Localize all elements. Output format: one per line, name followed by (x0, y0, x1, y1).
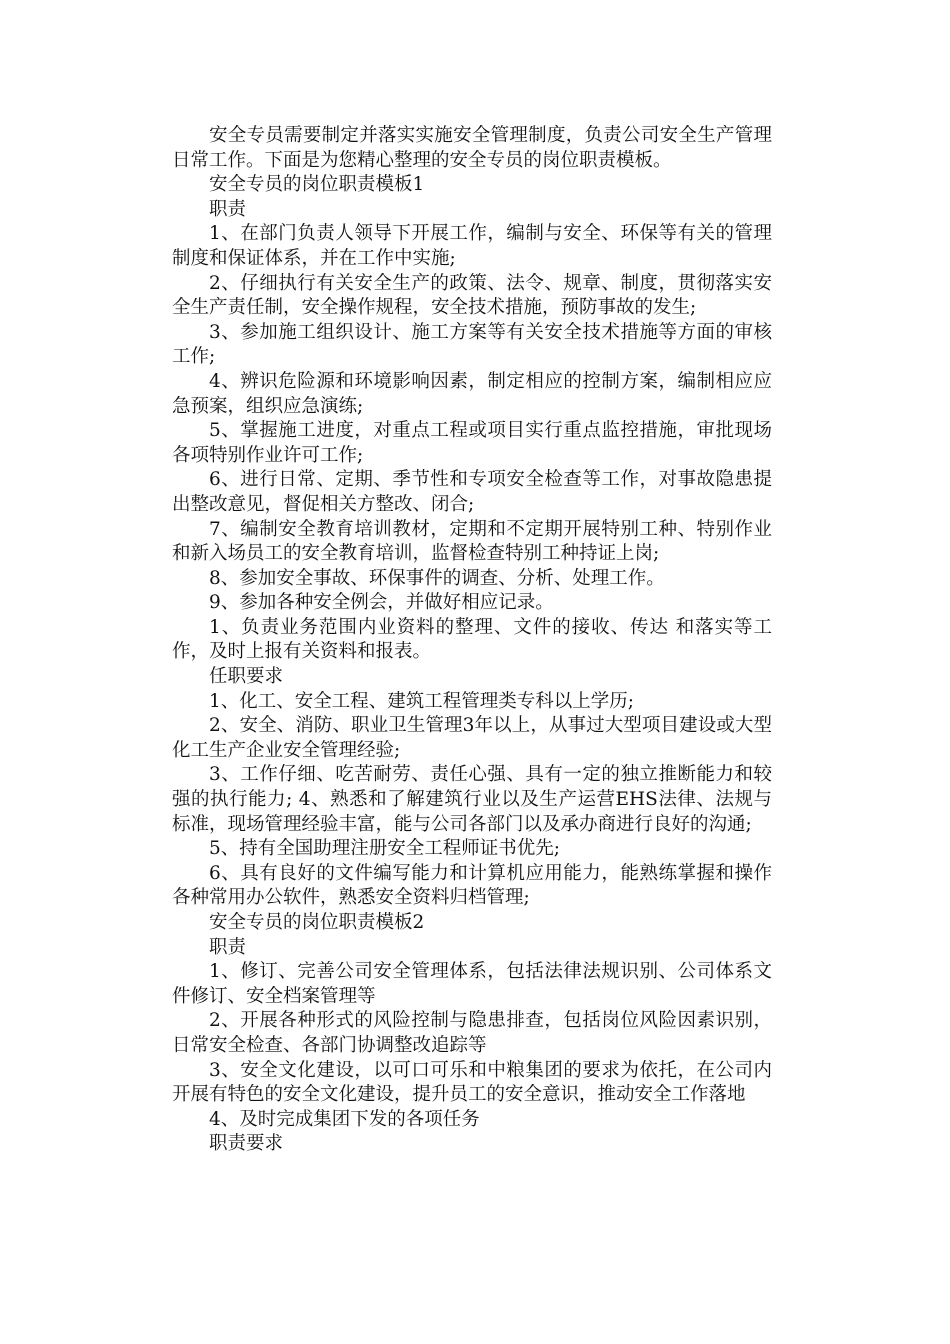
section-heading: 安全专员的岗位职责模板1 (209, 174, 425, 196)
subsection-heading: 职责 (209, 198, 247, 220)
list-item: 5、持有全国助理注册安全工程师证书优先; (209, 838, 561, 860)
list-item: 6、具有良好的文件编写能力和计算机应用能力，能熟练掌握和操作各种常用办公软件，熟悉安全资料归档管理; (172, 862, 772, 909)
list-item: 2、开展各种形式的风险控制与隐患排查，包括岗位风险因素识别，日常安全检查、各部门协调整改追踪等 (172, 1010, 772, 1056)
list-item: 6、进行日常、定期、季节性和专项安全检查等工作，对事故隐患提出整改意见，督促相关方整改、闭合; (172, 469, 772, 515)
list-item: 3、工作仔细、吃苦耐劳、责任心强、具有一定的独立推断能力和较强的执行能力; 4、熟悉和了解建筑行业以及生产运营EHS法律、法规与标准，现场管理经验丰富，能与公司各部门以及承办商进行良好的沟通; (172, 764, 772, 835)
list-item: 1、化工、安全工程、建筑工程管理类专科以上学历; (209, 690, 635, 712)
intro-paragraph: 安全专员需要制定并落实实施安全管理制度，负责公司安全生产管理日常工作。下面是为您精心整理的安全专员的岗位职责模板。 (172, 125, 772, 171)
subsection-heading: 职责要求 (209, 1133, 284, 1155)
list-item: 3、安全文化建设，以可口可乐和中粮集团的要求为依托，在公司内开展有特色的安全文化建设，提升员工的安全意识，推动安全工作落地 (172, 1059, 772, 1106)
document-body (172, 124, 772, 1157)
list-item: 2、仔细执行有关安全生产的政策、法令、规章、制度，贯彻落实安全生产责任制，安全操作规程，安全技术措施，预防事故的发生; (172, 272, 772, 319)
list-item: 9、参加各种安全例会，并做好相应记录。 (209, 592, 554, 614)
list-item: 2、安全、消防、职业卫生管理3年以上，从事过大型项目建设或大型化工生产企业安全管理经验; (172, 715, 772, 761)
list-item: 5、掌握施工进度，对重点工程或项目实行重点监控措施，审批现场各项特别作业许可工作; (172, 420, 772, 466)
list-item: 4、及时完成集团下发的各项任务 (209, 1108, 480, 1130)
section-heading: 安全专员的岗位职责模板2 (209, 912, 425, 933)
list-item: 3、参加施工组织设计、施工方案等有关安全技术措施等方面的审核工作; (172, 321, 772, 368)
subsection-heading: 职责 (209, 936, 247, 958)
list-item: 1、负责业务范围内业资料的整理、文件的接收、传达 和落实等工作，及时上报有关资料和报表。 (172, 616, 772, 663)
list-item: 4、辨识危险源和环境影响因素，制定相应的控制方案，编制相应应急预案，组织应急演练; (172, 370, 772, 417)
list-item: 1、修订、完善公司安全管理体系，包括法律法规识别、公司体系文件修订、安全档案管理等 (172, 961, 772, 1007)
list-item: 8、参加安全事故、环保事件的调查、分析、处理工作。 (209, 567, 665, 589)
list-item: 7、编制安全教育培训教材，定期和不定期开展特别工种、特别作业和新入场员工的安全教育培训，监督检查特别工种持证上岗; (172, 518, 772, 565)
list-item: 1、在部门负责人领导下开展工作，编制与安全、环保等有关的管理制度和保证体系，并在工作中实施; (172, 223, 772, 269)
subsection-heading: 任职要求 (209, 666, 284, 688)
